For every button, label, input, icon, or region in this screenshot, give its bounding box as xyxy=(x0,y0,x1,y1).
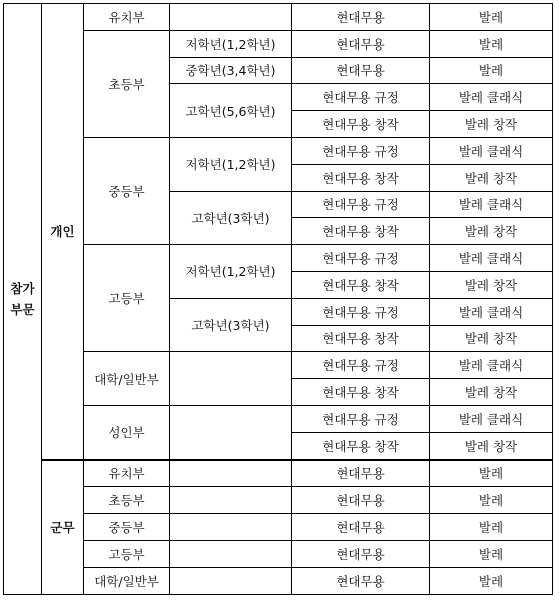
division-cell: 고등부 xyxy=(84,540,170,567)
modern-cell: 현대무용 규정 xyxy=(292,245,430,272)
modern-cell: 현대무용 창작 xyxy=(292,218,430,245)
table-row xyxy=(4,4,553,31)
modern-cell: 현대무용 규정 xyxy=(292,405,430,432)
sub-division-cell xyxy=(170,4,292,31)
modern-cell: 현대무용 창작 xyxy=(292,379,430,406)
modern-cell: 현대무용 규정 xyxy=(292,298,430,325)
table-row xyxy=(4,352,553,379)
ballet-cell: 발레 클래식 xyxy=(430,84,553,111)
category-cell xyxy=(4,4,42,595)
modern-cell: 현대무용 xyxy=(292,30,430,57)
division-cell: 유치부 xyxy=(84,4,170,31)
division-cell: 대학/일반부 xyxy=(84,567,170,594)
modern-cell: 현대무용 규정 xyxy=(292,191,430,218)
modern-cell: 현대무용 창작 xyxy=(292,325,430,352)
division-cell: 중등부 xyxy=(84,514,170,541)
ballet-cell: 발레 클래식 xyxy=(430,245,553,272)
ballet-cell: 발레 xyxy=(430,514,553,541)
individual-group-label: 개인 xyxy=(50,223,75,239)
ballet-cell: 발레 창작 xyxy=(430,111,553,138)
sub-division-cell: 저학년(1,2학년) xyxy=(170,137,292,191)
sub-division-cell: 고학년(3학년) xyxy=(170,191,292,245)
table-row xyxy=(4,137,553,164)
division-cell: 중등부 xyxy=(84,137,170,244)
sub-division-cell: 저학년(1,2학년) xyxy=(170,245,292,299)
division-cell: 성인부 xyxy=(84,405,170,459)
sub-division-cell xyxy=(170,567,292,594)
sub-division-cell: 고학년(5,6학년) xyxy=(170,84,292,138)
ballet-cell: 발레 창작 xyxy=(430,379,553,406)
table-row xyxy=(4,405,553,432)
sub-division-cell: 고학년(3학년) xyxy=(170,298,292,352)
modern-cell: 현대무용 규정 xyxy=(292,352,430,379)
division-cell: 대학/일반부 xyxy=(84,352,170,406)
ballet-cell: 발레 xyxy=(430,30,553,57)
group-group-cell xyxy=(42,460,84,594)
ballet-cell: 발레 창작 xyxy=(430,218,553,245)
division-cell: 유치부 xyxy=(84,460,170,487)
division-cell: 고등부 xyxy=(84,245,170,352)
ballet-cell: 발레 클래식 xyxy=(430,298,553,325)
division-cell: 초등부 xyxy=(84,30,170,137)
modern-cell: 현대무용 xyxy=(292,460,430,487)
ballet-cell: 발레 xyxy=(430,4,553,31)
modern-cell: 현대무용 xyxy=(292,57,430,84)
modern-cell: 현대무용 xyxy=(292,567,430,594)
table-row xyxy=(4,245,553,272)
modern-cell: 현대무용 xyxy=(292,487,430,514)
ballet-cell: 발레 xyxy=(430,567,553,594)
division-cell: 초등부 xyxy=(84,487,170,514)
ballet-cell: 발레 xyxy=(430,540,553,567)
ballet-cell: 발레 클래식 xyxy=(430,352,553,379)
sub-division-cell xyxy=(170,405,292,459)
individual-group-cell xyxy=(42,4,84,460)
table-row xyxy=(4,567,553,594)
ballet-cell: 발레 창작 xyxy=(430,164,553,191)
sub-division-cell xyxy=(170,487,292,514)
sub-division-cell xyxy=(170,460,292,487)
sub-division-cell xyxy=(170,540,292,567)
sub-division-cell xyxy=(170,352,292,406)
ballet-cell: 발레 xyxy=(430,57,553,84)
table-row xyxy=(4,487,553,514)
ballet-cell: 발레 클래식 xyxy=(430,137,553,164)
ballet-cell: 발레 클래식 xyxy=(430,191,553,218)
sub-division-cell: 저학년(1,2학년) xyxy=(170,30,292,57)
ballet-cell: 발레 창작 xyxy=(430,432,553,459)
table-row xyxy=(4,540,553,567)
modern-cell: 현대무용 창작 xyxy=(292,271,430,298)
sub-division-cell xyxy=(170,514,292,541)
modern-cell: 현대무용 xyxy=(292,514,430,541)
participation-table xyxy=(3,3,553,595)
ballet-cell: 발레 xyxy=(430,460,553,487)
ballet-cell: 발레 클래식 xyxy=(430,405,553,432)
ballet-cell: 발레 xyxy=(430,487,553,514)
modern-cell: 현대무용 규정 xyxy=(292,137,430,164)
table-row xyxy=(4,460,553,487)
category-label: 참가 부문 xyxy=(10,280,35,317)
modern-cell: 현대무용 xyxy=(292,540,430,567)
modern-cell: 현대무용 xyxy=(292,4,430,31)
ballet-cell: 발레 창작 xyxy=(430,271,553,298)
modern-cell: 현대무용 규정 xyxy=(292,84,430,111)
modern-cell: 현대무용 창작 xyxy=(292,111,430,138)
table-row xyxy=(4,30,553,57)
sub-division-cell: 중학년(3,4학년) xyxy=(170,57,292,84)
ballet-cell: 발레 창작 xyxy=(430,325,553,352)
table-row xyxy=(4,514,553,541)
modern-cell: 현대무용 창작 xyxy=(292,164,430,191)
modern-cell: 현대무용 창작 xyxy=(292,432,430,459)
group-group-label: 군무 xyxy=(50,519,75,535)
